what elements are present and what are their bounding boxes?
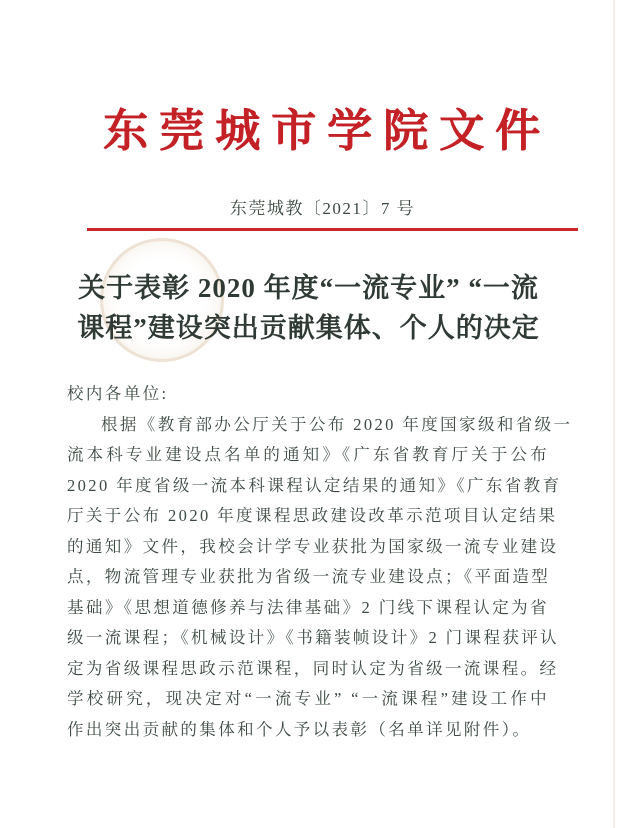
document-header-title: 东莞城市学院文件 — [103, 106, 552, 156]
body-line: 流本科专业建设点名单的通知》《广东省教育厅关于公布 — [67, 445, 549, 464]
document-title-line-1: 关于表彰 2020 年度“一流专业” “一流 — [78, 273, 539, 303]
body-line: 级一流课程；《机械设计》《书籍装帧设计》2 门课程获评认 — [67, 628, 560, 647]
body-line: 基础》《思想道德修养与法律基础》2 门线下课程认定为省 — [67, 597, 549, 617]
body-line: 作出突出贡献的集体和个人予以表彰（名单详见附件）。 — [67, 719, 532, 739]
document-number: 东莞城教〔2021〕7 号 — [229, 199, 416, 218]
body-line: 点，物流管理专业获批为省级一流专业建设点；《平面造型 — [67, 567, 551, 586]
body-line: 学校研究，现决定对“一流专业” “一流课程”建设工作中 — [67, 689, 549, 708]
document-title — [0, 268, 617, 348]
body-line: 厅关于公布 2020 年度课程思政建设改革示范项目认定结果 — [67, 506, 558, 525]
document-title-line-2: 课程”建设突出贡献集体、个人的决定 — [77, 313, 540, 343]
scan-edge-artifact — [613, 0, 615, 828]
body-line: 2020 年度省级一流本科课程认定结果的通知》《广东省教育 — [67, 475, 562, 495]
document-body — [67, 379, 573, 745]
body-line: 根据《教育部办公厅关于公布 2020 年度国家级和省级一 — [101, 414, 573, 434]
red-separator-line — [87, 228, 578, 231]
body-line: 的通知》文件，我校会计学专业获批为国家级一流专业建设 — [67, 536, 559, 556]
body-line: 定为省级课程思政示范课程，同时认定为省级一流课程。经 — [67, 658, 559, 678]
salutation: 校内各单位: — [67, 384, 169, 403]
